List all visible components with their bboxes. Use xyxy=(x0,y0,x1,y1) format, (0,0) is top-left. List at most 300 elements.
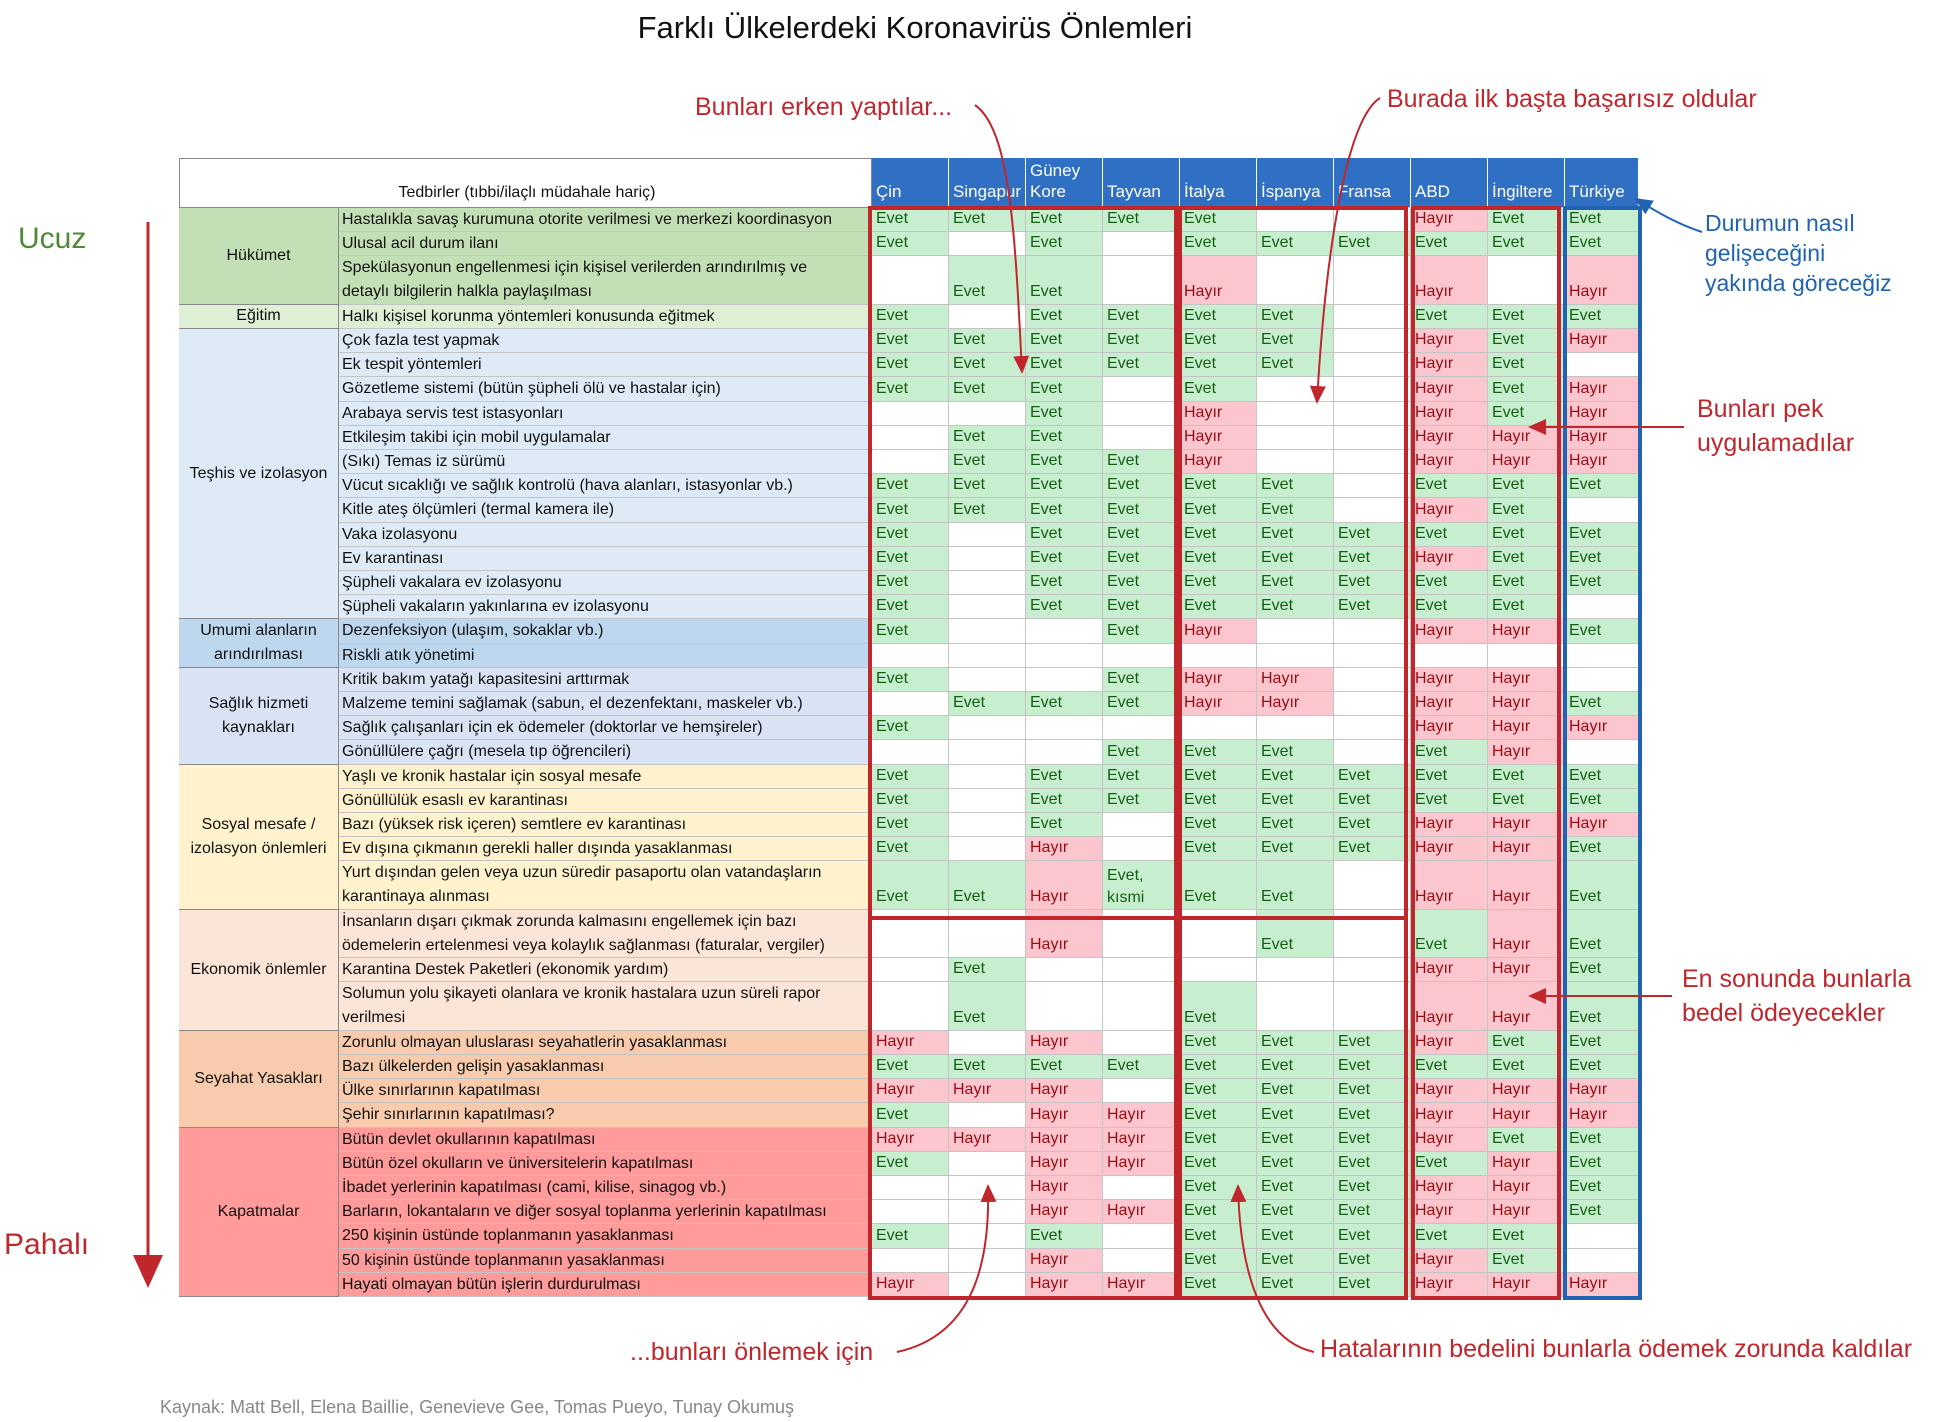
value-label: Hayır xyxy=(1569,379,1608,397)
value-label: Evet xyxy=(1107,476,1140,494)
measure-label: Bazı (yüksek risk içeren) semtlere ev karantinası xyxy=(342,816,687,833)
value-label: Hayır xyxy=(1415,1202,1454,1220)
annotation-not-applied-line2: uygulamadılar xyxy=(1697,429,1855,457)
annotation-prevent: ...bunları önlemek için xyxy=(630,1338,874,1366)
value-label: Hayır xyxy=(1107,1105,1146,1123)
value-label: Evet xyxy=(1569,476,1602,494)
value-label: Hayır xyxy=(1415,694,1454,712)
value-label: Evet xyxy=(1569,234,1602,252)
measure-label: Gözetleme sistemi (bütün şüpheli ölü ve hastalar için) xyxy=(342,380,721,398)
value-label: Evet xyxy=(1184,839,1217,857)
value-label: Evet xyxy=(1338,790,1371,808)
measure-label: Bütün özel okulların ve üniversitelerin kapatılması xyxy=(342,1154,694,1172)
value-label: Evet xyxy=(1338,1274,1371,1292)
annotation-future-line1: Durumun nasıl xyxy=(1705,210,1855,236)
value-label: Evet xyxy=(876,1057,909,1075)
measure-label: 50 kişinin üstünde toplanmanın yasaklanması xyxy=(342,1251,665,1269)
value-label: Hayır xyxy=(1030,1032,1069,1050)
value-label: Evet xyxy=(1338,1202,1371,1220)
value-label: Evet xyxy=(1569,306,1602,324)
value-label: Evet xyxy=(876,379,909,397)
value-label: Hayır xyxy=(1030,1250,1069,1268)
value-label: Evet, kısmi xyxy=(1107,866,1145,906)
measure-label: Vücut sıcaklığı ve sağlık kontrolü (hava alanları, istasyonlar vb.) xyxy=(342,477,793,495)
value-label: Evet xyxy=(953,452,986,470)
annotation-early: Bunları erken yaptılar... xyxy=(695,93,953,121)
value-label: Hayır xyxy=(1492,960,1531,978)
value-label: Evet xyxy=(1261,1105,1294,1123)
category-0: Hükümet xyxy=(179,208,339,305)
value-label: Evet xyxy=(1261,839,1294,857)
annotation-paid: Hatalarının bedelini bunlarla ödemek zorunda kaldılar xyxy=(1320,1335,1913,1363)
value-label: Evet xyxy=(953,379,986,397)
value-label: Evet xyxy=(1184,1129,1217,1147)
arrow-paid xyxy=(1238,1186,1314,1352)
value-label: Evet xyxy=(1261,1250,1294,1268)
annotation-pay-line2: bedel ödeyecekler xyxy=(1682,999,1885,1027)
value-label: Evet xyxy=(1338,1081,1371,1099)
measure-label: Şüpheli vakalara ev izolasyonu xyxy=(342,574,562,591)
value-label: Evet xyxy=(876,839,909,857)
value-label: Evet xyxy=(1261,1226,1294,1244)
box-early-countries-lower xyxy=(870,918,1176,1298)
value-label: Evet xyxy=(1030,790,1063,808)
measure-label: Şehir sınırlarının kapatılması? xyxy=(342,1106,555,1124)
value-label: Evet xyxy=(876,524,909,542)
value-label: Evet xyxy=(1030,694,1063,712)
value-label: Hayır xyxy=(1492,1202,1531,1220)
value-label: Evet xyxy=(1569,694,1602,712)
measure-label: Yurt dışından gelen veya uzun süredir pasaportu olan vatandaşların xyxy=(342,864,822,882)
value-label: Evet xyxy=(1184,1178,1217,1196)
axis-label-cheap: Ucuz xyxy=(18,222,87,255)
value-label: Hayır xyxy=(1415,1105,1454,1123)
value-label: Evet xyxy=(1492,306,1525,324)
value-label: Evet xyxy=(1184,766,1217,784)
value-label: Evet xyxy=(953,476,986,494)
value-label: Hayır xyxy=(1184,452,1223,470)
value-label: Evet xyxy=(1261,597,1294,615)
measure-label: karantinaya alınması xyxy=(342,888,490,906)
value-label: Evet xyxy=(1030,331,1063,349)
measure-label: Karantina Destek Paketleri (ekonomik yardım) xyxy=(342,961,669,979)
value-label: Hayır xyxy=(1415,1274,1454,1292)
box-early-countries xyxy=(870,208,1176,918)
value-label: Evet xyxy=(1569,1008,1602,1026)
value-label: Hayır xyxy=(1492,669,1531,687)
value-label: Evet xyxy=(1492,210,1525,228)
value-label: Evet xyxy=(1184,476,1217,494)
value-label: Evet xyxy=(1261,1057,1294,1075)
value-label: Evet xyxy=(876,500,909,518)
value-label: Hayır xyxy=(1415,839,1454,857)
annotation-future-line3: yakında göreceğiz xyxy=(1705,270,1892,296)
value-label: Hayır xyxy=(1569,1105,1608,1123)
value-label: Hayır xyxy=(1030,887,1069,905)
value-label: Hayır xyxy=(1030,1274,1069,1292)
value-label: Hayır xyxy=(1492,815,1531,833)
value-label: Evet xyxy=(1492,379,1525,397)
value-label: Hayır xyxy=(1492,427,1531,445)
value-label: Evet xyxy=(1569,887,1602,905)
value-label: Evet xyxy=(1261,1129,1294,1147)
value-label: Hayır xyxy=(1415,331,1454,349)
value-label: Evet xyxy=(1415,1057,1448,1075)
value-label: Evet xyxy=(1261,476,1294,494)
value-label: Evet xyxy=(1338,1032,1371,1050)
value-label: Hayır xyxy=(1415,210,1454,228)
value-label: Hayır xyxy=(1030,1081,1069,1099)
measure-label: Gönüllülere çağrı (mesela tıp öğrencileri) xyxy=(342,743,632,761)
category-3: Umumi alanların arındırılması xyxy=(179,619,339,667)
annotation-failed: Burada ilk başta başarısız oldular xyxy=(1387,85,1757,113)
value-label: Evet xyxy=(1030,1226,1063,1244)
value-label: Evet xyxy=(1107,669,1140,687)
value-label: Evet xyxy=(1338,597,1371,615)
value-label: Evet xyxy=(1415,476,1448,494)
value-label: Evet xyxy=(1184,355,1217,373)
value-label: Hayır xyxy=(1030,839,1069,857)
value-label: Evet xyxy=(1492,1129,1525,1147)
measure-label: Solumun yolu şikayeti olanlara ve kronik hastalara uzun süreli rapor xyxy=(342,985,821,1003)
value-label: Hayır xyxy=(953,1129,992,1147)
annotation-pay-line1: En sonunda bunlarla xyxy=(1682,965,1912,993)
category-2: Teşhis ve izolasyon xyxy=(179,329,339,619)
value-label: Evet xyxy=(1184,1226,1217,1244)
value-label: Evet xyxy=(1184,887,1217,905)
value-label: Evet xyxy=(1030,234,1063,252)
value-label: Hayır xyxy=(1415,887,1454,905)
value-label: Hayır xyxy=(1184,694,1223,712)
value-label: Evet xyxy=(1492,548,1525,566)
value-label: Evet xyxy=(1569,548,1602,566)
box-usa-uk xyxy=(1413,208,1559,1298)
measure-label: Malzeme temini sağlamak (sabun, el dezenfektanı, maskeler vb.) xyxy=(342,695,803,712)
value-label: Hayır xyxy=(1107,1274,1146,1292)
value-label: Evet xyxy=(1107,694,1140,712)
value-label: Hayır xyxy=(1492,718,1531,736)
value-label: Evet xyxy=(1184,1008,1217,1026)
value-label: Hayır xyxy=(1415,427,1454,445)
value-label: Evet xyxy=(953,331,986,349)
value-label: Hayır xyxy=(1492,887,1531,905)
value-label: Evet xyxy=(1261,1032,1294,1050)
measure-label: Riskli atık yönetimi xyxy=(342,646,475,664)
value-label: Hayır xyxy=(1415,452,1454,470)
value-label: Hayır xyxy=(1492,1008,1531,1026)
box-turkey xyxy=(1565,208,1640,1298)
value-label: Evet xyxy=(1415,936,1448,954)
value-label: Evet xyxy=(1569,1032,1602,1050)
value-label: Hayır xyxy=(1030,1153,1069,1171)
value-label: Evet xyxy=(1184,790,1217,808)
value-label: Evet xyxy=(1261,936,1294,954)
value-label: Hayır xyxy=(1261,669,1300,687)
value-label: Evet xyxy=(876,597,909,615)
country-header-1: Singapur xyxy=(949,158,1026,208)
value-label: Evet xyxy=(876,548,909,566)
value-label: Evet xyxy=(1261,573,1294,591)
value-label: Hayır xyxy=(1415,403,1454,421)
value-label: Evet xyxy=(1030,815,1063,833)
value-label: Hayır xyxy=(1492,1178,1531,1196)
category-7: Seyahat Yasakları xyxy=(179,1031,339,1128)
value-label: Evet xyxy=(1184,331,1217,349)
value-label: Hayır xyxy=(1030,1178,1069,1196)
value-label: Evet xyxy=(1030,524,1063,542)
value-label: Evet xyxy=(1261,234,1294,252)
value-label: Evet xyxy=(1492,1057,1525,1075)
value-label: Evet xyxy=(1261,766,1294,784)
value-label: Hayır xyxy=(1415,379,1454,397)
country-header-5: İspanya xyxy=(1257,158,1334,208)
measures-header: Tedbirler (tıbbi/ilaçlı müdahale hariç) xyxy=(179,158,872,208)
value-label: Evet xyxy=(1338,1057,1371,1075)
value-label: Hayır xyxy=(1415,1250,1454,1268)
value-label: Evet xyxy=(876,234,909,252)
value-label: Hayır xyxy=(1107,1153,1146,1171)
value-label: Evet xyxy=(1107,790,1140,808)
measure-label: Etkileşim takibi için mobil uygulamalar xyxy=(342,428,611,446)
value-label: Hayır xyxy=(1492,742,1531,760)
value-label: Evet xyxy=(876,621,909,639)
value-label: Hayır xyxy=(876,1081,915,1099)
value-label: Evet xyxy=(1338,524,1371,542)
value-label: Evet xyxy=(1107,306,1140,324)
value-label: Evet xyxy=(1184,1032,1217,1050)
measure-label: Çok fazla test yapmak xyxy=(342,332,500,349)
value-label: Evet xyxy=(1261,887,1294,905)
value-label: Evet xyxy=(1030,476,1063,494)
value-label: Evet xyxy=(876,476,909,494)
value-label: Evet xyxy=(1492,234,1525,252)
measure-label: (Sıkı) Temas iz sürümü xyxy=(342,453,506,470)
value-label: Evet xyxy=(1492,355,1525,373)
value-label: Evet xyxy=(1415,573,1448,591)
measure-label: Dezenfeksiyon (ulaşım, sokaklar vb.) xyxy=(342,622,604,640)
value-label: Hayır xyxy=(1184,403,1223,421)
value-label: Evet xyxy=(1184,210,1217,228)
value-label: Evet xyxy=(953,500,986,518)
value-label: Evet xyxy=(1569,210,1602,228)
value-label: Evet xyxy=(1492,1250,1525,1268)
value-label: Evet xyxy=(1261,1153,1294,1171)
value-label: Hayır xyxy=(1415,621,1454,639)
measure-label: Sağlık çalışanları için ek ödemeler (doktorlar ve hemşireler) xyxy=(342,719,763,737)
value-label: Evet xyxy=(1261,790,1294,808)
value-label: Evet xyxy=(1261,742,1294,760)
value-label: Evet xyxy=(1107,766,1140,784)
value-label: Evet xyxy=(1415,306,1448,324)
value-label: Evet xyxy=(1107,742,1140,760)
value-label: Evet xyxy=(1415,790,1448,808)
value-label: Evet xyxy=(1415,766,1448,784)
value-label: Evet xyxy=(1415,1153,1448,1171)
country-header-8: İngiltere xyxy=(1488,158,1565,208)
country-header-7: ABD xyxy=(1411,158,1488,208)
value-label: Hayır xyxy=(1569,452,1608,470)
value-label: Evet xyxy=(1184,1274,1217,1292)
value-label: Hayır xyxy=(1415,718,1454,736)
value-label: Evet xyxy=(1569,1129,1602,1147)
value-label: Evet xyxy=(1030,597,1063,615)
value-label: Evet xyxy=(1261,500,1294,518)
value-label: Evet xyxy=(1569,1202,1602,1220)
value-label: Hayır xyxy=(1492,1081,1531,1099)
measure-label: Ev dışına çıkmanın gerekli haller dışında yasaklanması xyxy=(342,840,733,858)
value-label: Evet xyxy=(1107,210,1140,228)
value-label: Evet xyxy=(1030,500,1063,518)
value-label: Evet xyxy=(1338,234,1371,252)
value-label: Hayır xyxy=(1415,1081,1454,1099)
value-label: Hayır xyxy=(1415,1129,1454,1147)
value-label: Evet xyxy=(1107,331,1140,349)
value-label: Hayır xyxy=(1030,936,1069,954)
value-label: Evet xyxy=(1492,524,1525,542)
value-label: Hayır xyxy=(1492,839,1531,857)
country-header-6: Fransa xyxy=(1334,158,1411,208)
value-label: Evet xyxy=(1261,1202,1294,1220)
measure-label: verilmesi xyxy=(342,1009,406,1027)
value-label: Evet xyxy=(1492,766,1525,784)
value-label: Evet xyxy=(1492,1032,1525,1050)
value-label: Evet xyxy=(1569,1178,1602,1196)
value-label: Evet xyxy=(1107,573,1140,591)
value-label: Evet xyxy=(1107,355,1140,373)
value-label: Evet xyxy=(1030,452,1063,470)
value-label: Evet xyxy=(876,887,909,905)
value-label: Evet xyxy=(876,306,909,324)
value-label: Evet xyxy=(876,573,909,591)
measure-label: Bazı ülkelerden gelişin yasaklanması xyxy=(342,1058,605,1075)
value-label: Evet xyxy=(1030,282,1063,300)
measure-label: Ulusal acil durum ilanı xyxy=(342,235,499,253)
country-header-3: Tayvan xyxy=(1103,158,1180,208)
value-label: Evet xyxy=(876,790,909,808)
value-label: Evet xyxy=(1569,960,1602,978)
value-label: Evet xyxy=(1415,524,1448,542)
value-label: Evet xyxy=(1569,839,1602,857)
arrow-future xyxy=(1636,199,1702,232)
value-label: Evet xyxy=(1492,500,1525,518)
category-8: Kapatmalar xyxy=(179,1128,339,1297)
value-label: Evet xyxy=(1030,403,1063,421)
arrow-prevent xyxy=(897,1186,988,1352)
value-label: Evet xyxy=(876,669,909,687)
value-label: Evet xyxy=(1261,548,1294,566)
value-label: Evet xyxy=(1338,815,1371,833)
value-label: Evet xyxy=(953,1057,986,1075)
value-label: Evet xyxy=(1338,1226,1371,1244)
value-label: Hayır xyxy=(876,1032,915,1050)
value-label: Evet xyxy=(876,331,909,349)
value-label: Evet xyxy=(1492,331,1525,349)
value-label: Evet xyxy=(953,1008,986,1026)
value-label: Hayır xyxy=(1415,815,1454,833)
value-label: Evet xyxy=(1338,1105,1371,1123)
annotation-future-line2: gelişeceğini xyxy=(1705,240,1826,266)
value-label: Hayır xyxy=(1569,427,1608,445)
measure-label: Kitle ateş ölçümleri (termal kamera ile) xyxy=(342,501,615,519)
value-label: Evet xyxy=(1261,815,1294,833)
value-label: Evet xyxy=(1184,1105,1217,1123)
country-header-4: İtalya xyxy=(1180,158,1257,208)
value-label: Evet xyxy=(1569,524,1602,542)
value-label: Evet xyxy=(953,282,986,300)
value-label: Evet xyxy=(1030,548,1063,566)
value-label: Hayır xyxy=(1030,1129,1069,1147)
value-label: Hayır xyxy=(1415,960,1454,978)
value-label: Evet xyxy=(953,960,986,978)
value-label: Evet xyxy=(1492,1226,1525,1244)
value-label: Evet xyxy=(1184,597,1217,615)
value-label: Evet xyxy=(876,766,909,784)
value-label: Evet xyxy=(1492,573,1525,591)
value-label: Evet xyxy=(1184,815,1217,833)
value-label: Evet xyxy=(1184,1057,1217,1075)
value-label: Evet xyxy=(1184,1153,1217,1171)
value-label: Evet xyxy=(876,718,909,736)
value-label: Hayır xyxy=(1415,500,1454,518)
value-label: Evet xyxy=(1261,355,1294,373)
measure-label: Ülke sınırlarının kapatılması xyxy=(342,1082,541,1100)
category-1: Eğitim xyxy=(179,305,339,329)
axis-label-expensive: Pahalı xyxy=(4,1228,90,1261)
measure-label: Gönüllülük esaslı ev karantinası xyxy=(342,791,568,809)
value-label: Hayır xyxy=(1184,669,1223,687)
value-label: Hayır xyxy=(1030,1202,1069,1220)
value-label: Hayır xyxy=(1030,1105,1069,1123)
value-label: Evet xyxy=(1184,573,1217,591)
measure-label: Spekülasyonun engellenmesi için kişisel verilerden arındırılmış ve xyxy=(342,259,808,277)
value-label: Evet xyxy=(1569,621,1602,639)
value-label: Evet xyxy=(1030,427,1063,445)
value-label: Evet xyxy=(876,210,909,228)
value-label: Evet xyxy=(1569,936,1602,954)
value-label: Evet xyxy=(1492,476,1525,494)
value-label: Hayır xyxy=(1492,1153,1531,1171)
value-label: Hayır xyxy=(1569,282,1608,300)
measure-label: Zorunlu olmayan uluslarası seyahatlerin yasaklanması xyxy=(342,1033,728,1051)
value-label: Hayır xyxy=(876,1274,915,1292)
measure-label: Şüpheli vakaların yakınlarına ev izolasyonu xyxy=(342,598,649,616)
value-label: Evet xyxy=(1030,766,1063,784)
value-label: Evet xyxy=(1338,839,1371,857)
value-label: Evet xyxy=(876,1105,909,1123)
value-label: Evet xyxy=(1184,306,1217,324)
value-label: Evet xyxy=(953,355,986,373)
value-label: Evet xyxy=(1569,573,1602,591)
value-label: Evet xyxy=(1030,573,1063,591)
arrow-early xyxy=(975,105,1022,372)
value-label: Hayır xyxy=(1107,1202,1146,1220)
value-label: Evet xyxy=(953,694,986,712)
value-label: Evet xyxy=(1184,234,1217,252)
value-label: Hayır xyxy=(1107,1129,1146,1147)
value-label: Evet xyxy=(1184,379,1217,397)
value-label: Hayır xyxy=(1492,1274,1531,1292)
value-label: Evet xyxy=(1338,766,1371,784)
value-label: Hayır xyxy=(1184,427,1223,445)
value-label: Evet xyxy=(953,887,986,905)
box-europe-upper xyxy=(1180,208,1406,918)
value-label: Hayır xyxy=(1569,815,1608,833)
measure-label: Vaka izolasyonu xyxy=(342,525,458,543)
value-label: Evet xyxy=(1569,1057,1602,1075)
value-label: Hayır xyxy=(1569,331,1608,349)
arrow-failed xyxy=(1317,98,1380,402)
category-4: Sağlık hizmeti kaynakları xyxy=(179,668,339,765)
